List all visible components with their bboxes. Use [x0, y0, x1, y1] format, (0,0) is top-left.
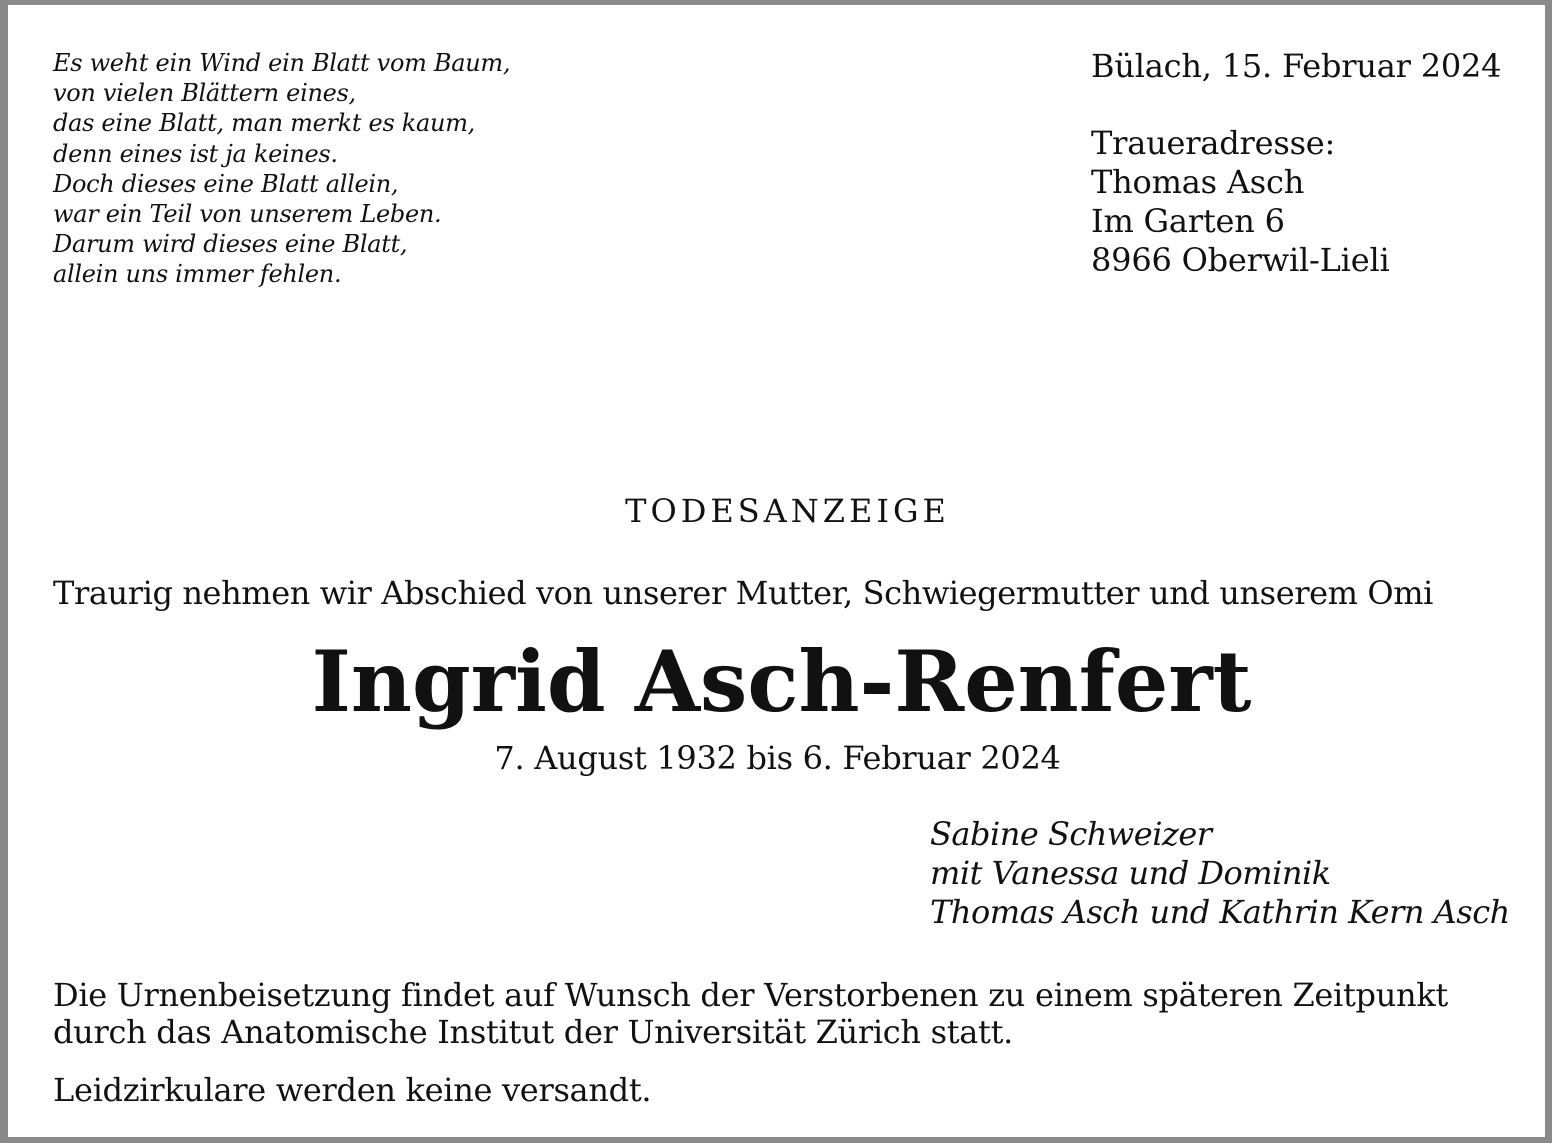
poem-line: Doch dieses eine Blatt allein, [53, 169, 399, 198]
poem-line: war ein Teil von unserem Leben. [53, 200, 442, 229]
poem-line: Darum wird dieses eine Blatt, [53, 230, 408, 259]
address-city: 8966 Oberwil-Lieli [1091, 241, 1390, 279]
burial-info-line: durch das Anatomische Institut der Universität Zürich statt. [53, 1013, 1014, 1051]
mourner-line: Sabine Schweizer [930, 815, 1212, 853]
poem-line: von vielen Blättern eines, [53, 79, 356, 108]
intro-text: Traurig nehmen wir Abschied von unserer Mutter, Schwiegermutter und unserem Omi [53, 574, 1433, 612]
address-name: Thomas Asch [1091, 163, 1305, 201]
mourner-line: Thomas Asch und Kathrin Kern Asch [930, 893, 1510, 931]
address-street: Im Garten 6 [1091, 202, 1285, 240]
burial-info [53, 977, 1448, 1051]
life-dates: 7. August 1932 bis 6. Februar 2024 [494, 739, 1061, 777]
poem [53, 48, 510, 290]
poem-line: allein uns immer fehlen. [53, 260, 342, 289]
notice-heading: TODESANZEIGE [625, 492, 950, 530]
mourners-list [930, 815, 1510, 932]
poem-line: Es weht ein Wind ein Blatt vom Baum, [53, 49, 511, 77]
deceased-name: Ingrid Asch-Renfert [311, 632, 1252, 731]
poem-line: das eine Blatt, man merkt es kaum, [53, 109, 475, 138]
address-label: Traueradresse: [1091, 124, 1336, 162]
place-date: Bülach, 15. Februar 2024 [1091, 47, 1502, 85]
circular-note: Leidzirkulare werden keine versandt. [53, 1071, 652, 1109]
poem-line: denn eines ist ja keines. [53, 139, 338, 168]
address-block [1091, 47, 1501, 280]
mourner-line: mit Vanessa und Dominik [930, 854, 1331, 892]
burial-info-line: Die Urnenbeisetzung findet auf Wunsch der Verstorbenen zu einem späteren Zeitpunkt [53, 976, 1448, 1014]
